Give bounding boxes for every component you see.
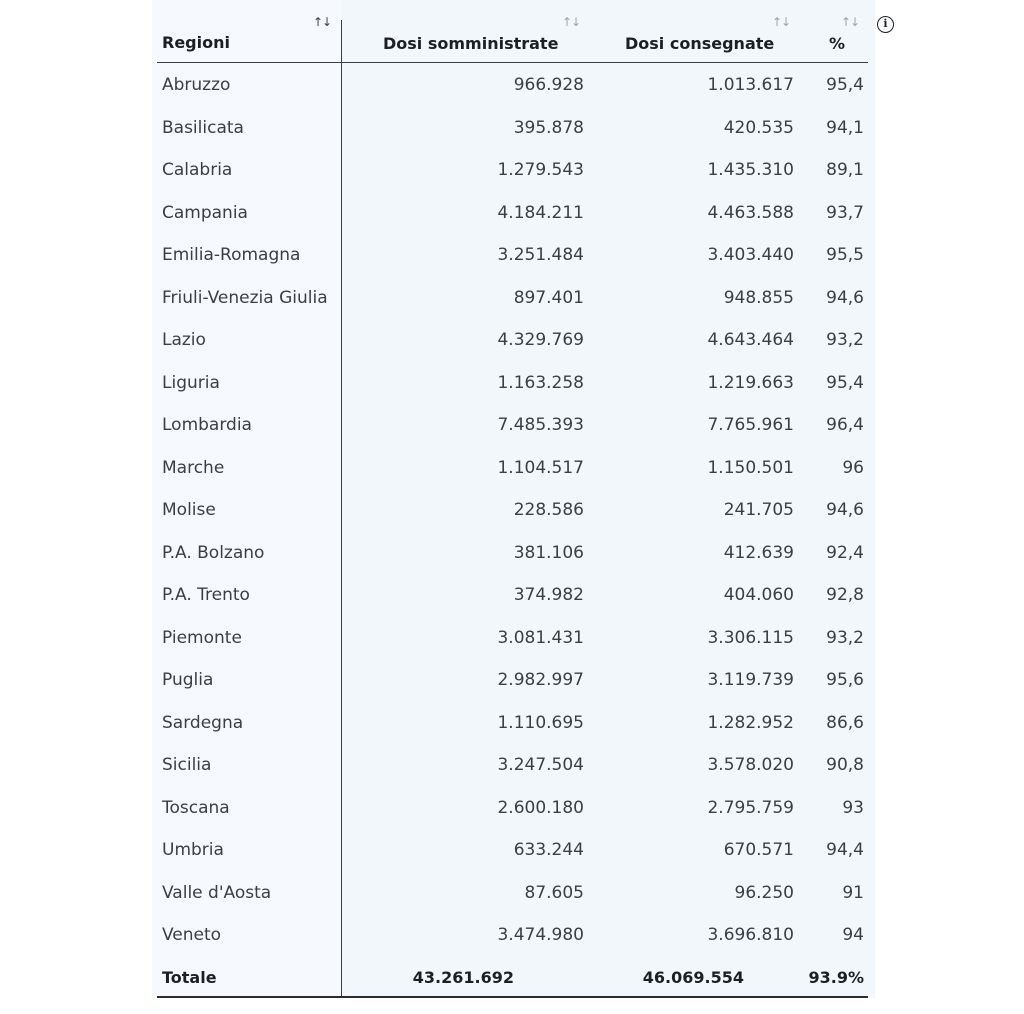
region-cell: Molise bbox=[162, 500, 216, 520]
table-row-total bbox=[0, 957, 1024, 999]
percent-cell: 95,5 bbox=[826, 245, 864, 265]
dosi-somministrate-cell: 7.485.393 bbox=[497, 415, 584, 435]
region-cell: P.A. Bolzano bbox=[162, 542, 265, 563]
percent-cell: 94 bbox=[842, 925, 864, 945]
percent-cell: 94,4 bbox=[826, 840, 864, 860]
dosi-consegnate-cell: 4.643.464 bbox=[707, 330, 794, 350]
total-consegnate: 46.069.554 bbox=[642, 968, 744, 987]
dosi-consegnate-cell: 1.150.501 bbox=[707, 457, 794, 478]
percent-cell: 95,4 bbox=[826, 372, 864, 393]
column-header-percent[interactable]: % bbox=[829, 34, 846, 53]
dosi-consegnate-cell: 3.119.739 bbox=[707, 670, 794, 690]
dosi-somministrate-cell: 633.244 bbox=[513, 840, 584, 860]
table-row bbox=[0, 64, 1024, 106]
table-row bbox=[0, 362, 1024, 404]
region-cell: Calabria bbox=[162, 160, 233, 180]
table-row bbox=[0, 659, 1024, 701]
percent-cell: 89,1 bbox=[826, 160, 864, 180]
dosi-consegnate-cell: 7.765.961 bbox=[707, 415, 794, 435]
region-cell: Liguria bbox=[162, 372, 220, 393]
percent-cell: 95,6 bbox=[826, 670, 864, 690]
dosi-somministrate-cell: 374.982 bbox=[513, 585, 584, 605]
region-cell: Sicilia bbox=[162, 755, 212, 775]
dosi-consegnate-cell: 3.306.115 bbox=[707, 627, 794, 648]
region-cell: Piemonte bbox=[162, 627, 242, 648]
sort-arrows-icon[interactable]: ↑↓ bbox=[772, 15, 791, 29]
table-row bbox=[0, 277, 1024, 319]
dosi-consegnate-cell: 3.403.440 bbox=[707, 245, 794, 265]
region-cell: Abruzzo bbox=[162, 75, 231, 95]
total-label: Totale bbox=[162, 968, 217, 987]
total-somministrate: 43.261.692 bbox=[412, 968, 514, 987]
dosi-somministrate-cell: 3.081.431 bbox=[497, 627, 584, 648]
region-cell: Umbria bbox=[162, 840, 224, 860]
dosi-consegnate-cell: 96.250 bbox=[734, 882, 794, 903]
table-row bbox=[0, 914, 1024, 956]
dosi-consegnate-cell: 948.855 bbox=[723, 287, 794, 308]
dosi-somministrate-cell: 2.982.997 bbox=[497, 670, 584, 690]
table-row bbox=[0, 404, 1024, 446]
dosi-somministrate-cell: 87.605 bbox=[524, 882, 584, 903]
region-cell: Marche bbox=[162, 457, 225, 478]
dosi-consegnate-cell: 412.639 bbox=[723, 542, 794, 563]
percent-cell: 95,4 bbox=[826, 75, 864, 95]
dosi-consegnate-cell: 3.578.020 bbox=[707, 755, 794, 775]
header-divider bbox=[157, 62, 868, 63]
dosi-somministrate-cell: 3.251.484 bbox=[497, 245, 584, 265]
dosi-somministrate-cell: 966.928 bbox=[513, 75, 584, 95]
percent-cell: 96,4 bbox=[826, 415, 864, 435]
table-row bbox=[0, 787, 1024, 829]
dosi-somministrate-cell: 3.247.504 bbox=[497, 755, 584, 775]
dosi-consegnate-cell: 1.219.663 bbox=[707, 372, 794, 393]
percent-cell: 93 bbox=[842, 797, 864, 818]
percent-cell: 93,7 bbox=[826, 202, 864, 223]
region-cell: Toscana bbox=[162, 797, 230, 818]
percent-cell: 91 bbox=[842, 882, 864, 903]
table-row bbox=[0, 149, 1024, 191]
table-row bbox=[0, 702, 1024, 744]
dosi-consegnate-cell: 1.013.617 bbox=[707, 75, 794, 95]
sort-arrows-icon[interactable]: ↑↓ bbox=[562, 15, 581, 29]
table-row bbox=[0, 319, 1024, 361]
dosi-somministrate-cell: 381.106 bbox=[513, 542, 584, 563]
percent-cell: 90,8 bbox=[826, 755, 864, 775]
region-cell: P.A. Trento bbox=[162, 585, 250, 605]
table-row bbox=[0, 617, 1024, 659]
dosi-consegnate-cell: 241.705 bbox=[723, 500, 794, 520]
region-cell: Veneto bbox=[162, 925, 222, 945]
table-row bbox=[0, 532, 1024, 574]
region-cell: Valle d'Aosta bbox=[162, 882, 272, 903]
column-header-dosi-consegnate[interactable]: Dosi consegnate bbox=[625, 34, 775, 53]
dosi-somministrate-cell: 228.586 bbox=[513, 500, 584, 520]
region-cell: Emilia-Romagna bbox=[162, 245, 301, 265]
dosi-consegnate-cell: 404.060 bbox=[723, 585, 794, 605]
dosi-somministrate-cell: 4.329.769 bbox=[497, 330, 584, 350]
region-cell: Sardegna bbox=[162, 712, 244, 733]
table-row bbox=[0, 447, 1024, 489]
table-row bbox=[0, 872, 1024, 914]
region-cell: Puglia bbox=[162, 670, 214, 690]
percent-cell: 93,2 bbox=[826, 330, 864, 350]
dosi-consegnate-cell: 3.696.810 bbox=[707, 925, 794, 945]
region-cell: Campania bbox=[162, 202, 248, 223]
dosi-somministrate-cell: 897.401 bbox=[513, 287, 584, 308]
region-cell: Lombardia bbox=[162, 415, 252, 435]
table-row bbox=[0, 234, 1024, 276]
dosi-consegnate-cell: 670.571 bbox=[723, 840, 794, 860]
dosi-consegnate-cell: 420.535 bbox=[723, 117, 794, 138]
dosi-somministrate-cell: 1.163.258 bbox=[497, 372, 584, 393]
table-row bbox=[0, 107, 1024, 149]
dosi-somministrate-cell: 1.110.695 bbox=[497, 712, 584, 733]
total-percent: 93.9% bbox=[808, 968, 864, 987]
column-header-regioni[interactable]: Regioni bbox=[162, 33, 230, 52]
table-row bbox=[0, 489, 1024, 531]
region-cell: Lazio bbox=[162, 330, 206, 350]
table-row bbox=[0, 744, 1024, 786]
dosi-somministrate-cell: 395.878 bbox=[513, 117, 584, 138]
dosi-somministrate-cell: 4.184.211 bbox=[497, 202, 584, 223]
percent-cell: 96 bbox=[842, 457, 864, 478]
dosi-consegnate-cell: 2.795.759 bbox=[707, 797, 794, 818]
region-cell: Basilicata bbox=[162, 117, 244, 138]
dosi-consegnate-cell: 1.282.952 bbox=[707, 712, 794, 733]
table-row bbox=[0, 829, 1024, 871]
percent-cell: 93,2 bbox=[826, 627, 864, 648]
percent-cell: 86,6 bbox=[826, 712, 864, 733]
dosi-consegnate-cell: 4.463.588 bbox=[707, 202, 794, 223]
percent-cell: 94,6 bbox=[826, 500, 864, 520]
column-header-dosi-somministrate[interactable]: Dosi somministrate bbox=[383, 34, 559, 53]
dosi-somministrate-cell: 2.600.180 bbox=[497, 797, 584, 818]
percent-cell: 94,1 bbox=[826, 117, 864, 138]
sort-arrows-icon[interactable]: ↑↓ bbox=[313, 15, 332, 29]
table-row bbox=[0, 574, 1024, 616]
sort-arrows-icon[interactable]: ↑↓ bbox=[841, 15, 860, 29]
table-row bbox=[0, 192, 1024, 234]
dosi-somministrate-cell: 1.279.543 bbox=[497, 160, 584, 180]
dosi-consegnate-cell: 1.435.310 bbox=[707, 160, 794, 180]
percent-cell: 94,6 bbox=[826, 287, 864, 308]
dosi-somministrate-cell: 3.474.980 bbox=[497, 925, 584, 945]
info-icon[interactable]: i bbox=[877, 16, 894, 33]
percent-cell: 92,8 bbox=[826, 585, 864, 605]
percent-cell: 92,4 bbox=[826, 542, 864, 563]
dosi-somministrate-cell: 1.104.517 bbox=[497, 457, 584, 478]
region-cell: Friuli-Venezia Giulia bbox=[162, 287, 328, 308]
